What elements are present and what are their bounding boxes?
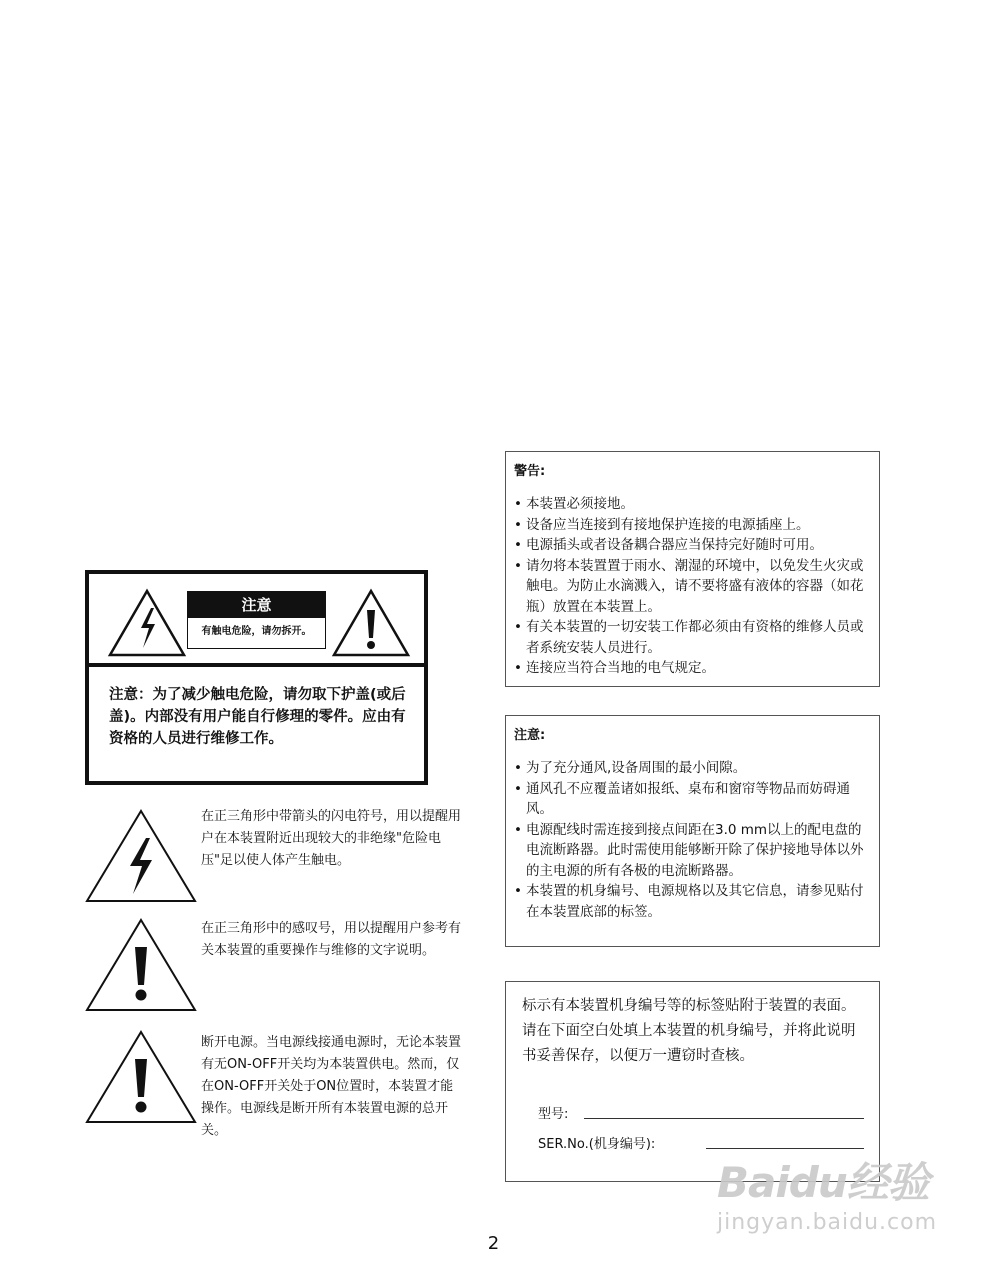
label-subtitle: 有触电危险，请勿拆开。 [201,626,312,637]
exclamation-symbol-description: 在正三角形中的感叹号，用以提醒用户参考有关本装置的重要操作与维修的文字说明。 [201,921,462,958]
watermark-brand: Baidu经验 [717,1158,929,1207]
warning-box [505,451,880,687]
exclamation-triangle-icon [84,1029,198,1125]
list-item: • 本装置必须接地。 [514,496,634,512]
list-item: • 为了充分通风,设备周围的最小间隙。 [514,760,747,776]
list-item: • 请勿将本装置置于雨水、潮湿的环境中，以免发生火灾或触电。为防止水滴溅入，请不要将盛有液体的容器（如花瓶）放置在本装置上。 [514,557,864,615]
list-item: • 电源插头或者设备耦合器应当保持完好随时可用。 [514,537,823,553]
list-item: • 通风孔不应覆盖诸如报纸、桌布和窗帘等物品而妨碍通风。 [514,780,850,817]
label-title: 注意 [188,592,325,618]
label-body: 注意：为了减少触电危险，请勿取下护盖(或后盖)。内部没有用户能自行修理的零件。应由有资格的人员进行维修工作。 [109,687,406,747]
lightning-triangle-icon [107,588,187,658]
caution-box [505,715,880,947]
caution-label [85,570,428,785]
caution-list [514,758,871,922]
exclamation-triangle-icon [84,917,198,1013]
label-header [187,591,326,649]
list-item: • 电源配线时需连接到接点间距在3.0 mm以上的配电盘的电流断路器。此时需使用能够断开除了保护接地导体以外的主电源的所有各极的电流断路器。 [514,821,864,879]
list-item: • 有关本装置的一切安装工作都必须由有资格的维修人员或者系统安装人员进行。 [514,619,864,656]
warning-list [514,494,871,679]
list-item: • 设备应当连接到有接地保护连接的电源插座上。 [514,516,810,533]
serial-label: SER.No.(机身编号): [538,1137,656,1152]
model-field[interactable] [584,1102,864,1119]
serial-field[interactable] [706,1132,864,1149]
serial-info-text: 标示有本装置机身编号等的标签贴附于装置的表面。 [522,998,856,1014]
list-item: • 连接应当符合当地的电气规定。 [514,660,715,676]
exclamation-triangle-icon [331,588,411,658]
baidu-watermark [717,1150,937,1250]
power-disconnect-description: 断开电源。当电源线接通电源时，无论本装置有无ON-OFF开关均为本装置供电。然而，仅在ON-OFF开关处于ON位置时，本装置才能操作。电源线是断开所有本装置电源的总开关。 [201,1035,462,1138]
serial-instruction-text: 请在下面空白处填上本装置的机身编号，并将此说明书妥善保存，以便万一遭窃时查核。 [522,1023,856,1064]
caution-title: 注意: [514,728,546,743]
lightning-triangle-icon [84,808,198,904]
list-item: • 本装置的机身编号、电源规格以及其它信息，请参见贴付在本装置底部的标签。 [514,883,864,920]
label-divider [89,663,424,667]
watermark-url: jingyan.baidu.com [717,1210,938,1235]
warning-title: 警告: [514,464,546,479]
lightning-symbol-description: 在正三角形中带箭头的闪电符号，用以提醒用户在本装置附近出现较大的非绝缘"危险电压"足以使人体产生触电。 [201,809,462,868]
page-number: 2 [487,1233,500,1254]
model-label: 型号: [538,1107,569,1122]
